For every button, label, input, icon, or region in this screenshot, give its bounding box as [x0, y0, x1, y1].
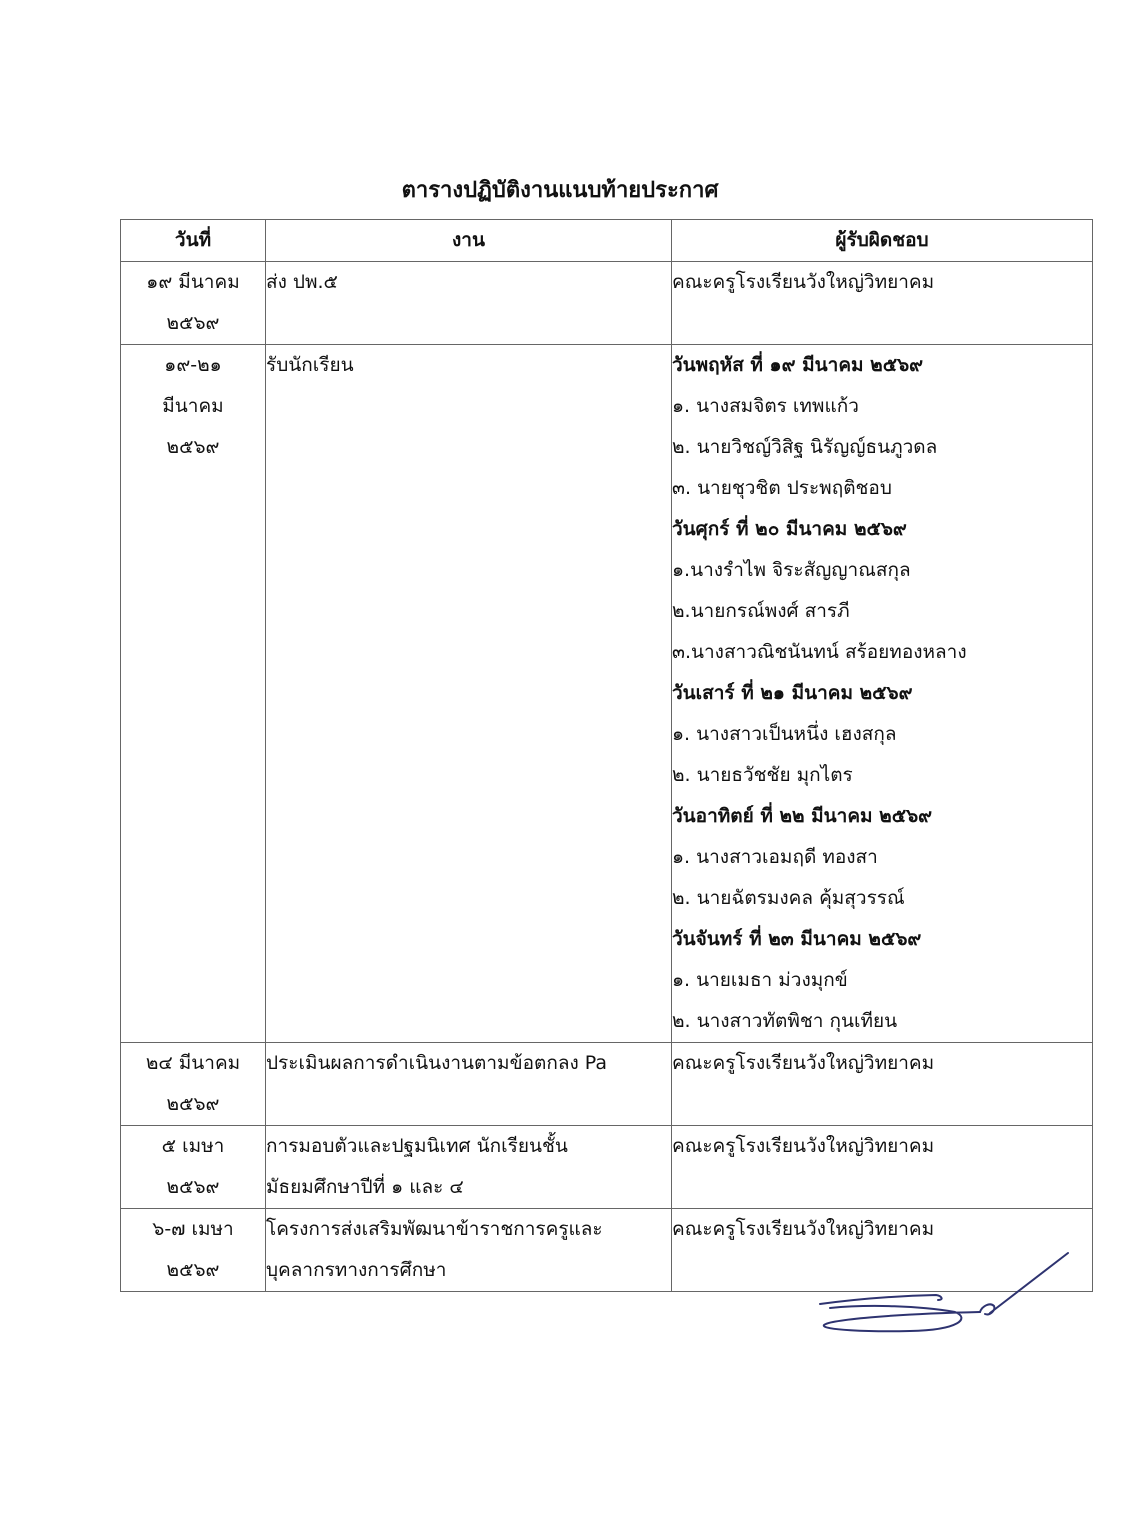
- staff-name: ๑. นางสมจิตร เทพแก้ว: [672, 395, 859, 417]
- date-cell: [121, 1043, 266, 1126]
- signature-icon: [810, 1240, 1080, 1335]
- schedule-day-heading: วันจันทร์ ที่ ๒๓ มีนาคม ๒๕๖๙: [672, 928, 922, 950]
- date-cell: [121, 1209, 266, 1292]
- schedule-day-heading: วันอาทิตย์ ที่ ๒๒ มีนาคม ๒๕๖๙: [672, 805, 933, 827]
- date-text: ๑๙-๒๑: [164, 354, 222, 376]
- date-month: มีนาคม: [162, 395, 224, 417]
- header-responsible: ผู้รับผิดชอบ: [672, 220, 1093, 262]
- task-cell: [266, 1209, 672, 1292]
- task-cell: [266, 1043, 672, 1126]
- date-year: ๒๕๖๙: [166, 436, 220, 458]
- responsible-text: คณะครูโรงเรียนวังใหญ่วิทยาคม: [672, 271, 935, 293]
- staff-name: ๒.นายกรณ์พงศ์ สารภี: [672, 600, 850, 622]
- task-text: ส่ง ปพ.๕: [266, 271, 338, 293]
- date-text: ๖-๗ เมษา: [152, 1218, 234, 1240]
- staff-name: ๓. นายชุวชิต ประพฤติชอบ: [672, 477, 892, 499]
- header-date: วันที่: [121, 220, 266, 262]
- staff-name: ๒. นางสาวทัตพิชา กุนเทียน: [672, 1010, 898, 1032]
- responsible-text: คณะครูโรงเรียนวังใหญ่วิทยาคม: [672, 1135, 935, 1157]
- task-cell: [266, 345, 672, 1043]
- date-text: ๑๙ มีนาคม: [146, 271, 240, 293]
- responsible-cell: [672, 262, 1093, 345]
- date-cell: [121, 262, 266, 345]
- staff-name: ๒. นายวิชญ์วิสิฐ นิรัญญ์ธนภูวดล: [672, 436, 938, 458]
- staff-name: ๑.นางรำไพ จิระสัญญาณสกุล: [672, 559, 911, 581]
- responsible-cell: [672, 345, 1093, 1043]
- responsible-cell: [672, 1043, 1093, 1126]
- task-cell: [266, 262, 672, 345]
- task-text: รับนักเรียน: [266, 354, 354, 376]
- table-header-row: [121, 220, 1093, 262]
- date-cell: [121, 1126, 266, 1209]
- task-text: ประเมินผลการดำเนินงานตามข้อตกลง Pa: [266, 1052, 608, 1074]
- date-cell: [121, 345, 266, 1043]
- document-title: ตารางปฏิบัติงานแนบท้ายประกาศ: [401, 178, 719, 203]
- task-text: โครงการส่งเสริมพัฒนาข้าราชการครูและ: [266, 1218, 603, 1240]
- table-row: [121, 1043, 1093, 1126]
- header-task: งาน: [266, 220, 672, 262]
- responsible-text: คณะครูโรงเรียนวังใหญ่วิทยาคม: [672, 1052, 935, 1074]
- date-year: ๒๕๖๙: [166, 1259, 220, 1281]
- task-cell: [266, 1126, 672, 1209]
- task-text: มัธยมศึกษาปีที่ ๑ และ ๔: [266, 1176, 464, 1198]
- date-year: ๒๕๖๙: [166, 312, 220, 334]
- schedule-day-heading: วันเสาร์ ที่ ๒๑ มีนาคม ๒๕๖๙: [672, 682, 913, 704]
- date-text: ๕ เมษา: [161, 1135, 225, 1157]
- task-text: การมอบตัวและปฐมนิเทศ นักเรียนชั้น: [266, 1135, 568, 1157]
- staff-name: ๑. นางสาวเป็นหนึ่ง เฮงสกุล: [672, 723, 897, 745]
- staff-name: ๒. นายฉัตรมงคล คุ้มสุวรรณ์: [672, 887, 905, 909]
- schedule-day-heading: วันศุกร์ ที่ ๒๐ มีนาคม ๒๕๖๙: [672, 518, 907, 540]
- table-row: [121, 262, 1093, 345]
- table-row: [121, 345, 1093, 1043]
- staff-name: ๑. นายเมธา ม่วงมุกข์: [672, 969, 848, 991]
- date-year: ๒๕๖๙: [166, 1093, 220, 1115]
- staff-name: ๓.นางสาวณิชนันทน์ สร้อยทองหลาง: [672, 641, 967, 663]
- task-text: บุคลากรทางการศึกษา: [266, 1259, 447, 1281]
- responsible-cell: [672, 1126, 1093, 1209]
- schedule-day-heading: วันพฤหัส ที่ ๑๙ มีนาคม ๒๕๖๙: [672, 354, 924, 376]
- staff-name: ๑. นางสาวเอมฤดี ทองสา: [672, 846, 878, 868]
- responsible-text: คณะครูโรงเรียนวังใหญ่วิทยาคม: [672, 1218, 935, 1240]
- staff-name: ๒. นายธวัชชัย มุกไตร: [672, 764, 853, 786]
- date-year: ๒๕๖๙: [166, 1176, 220, 1198]
- date-text: ๒๔ มีนาคม: [145, 1052, 241, 1074]
- schedule-table: [120, 219, 1093, 1292]
- table-row: [121, 1126, 1093, 1209]
